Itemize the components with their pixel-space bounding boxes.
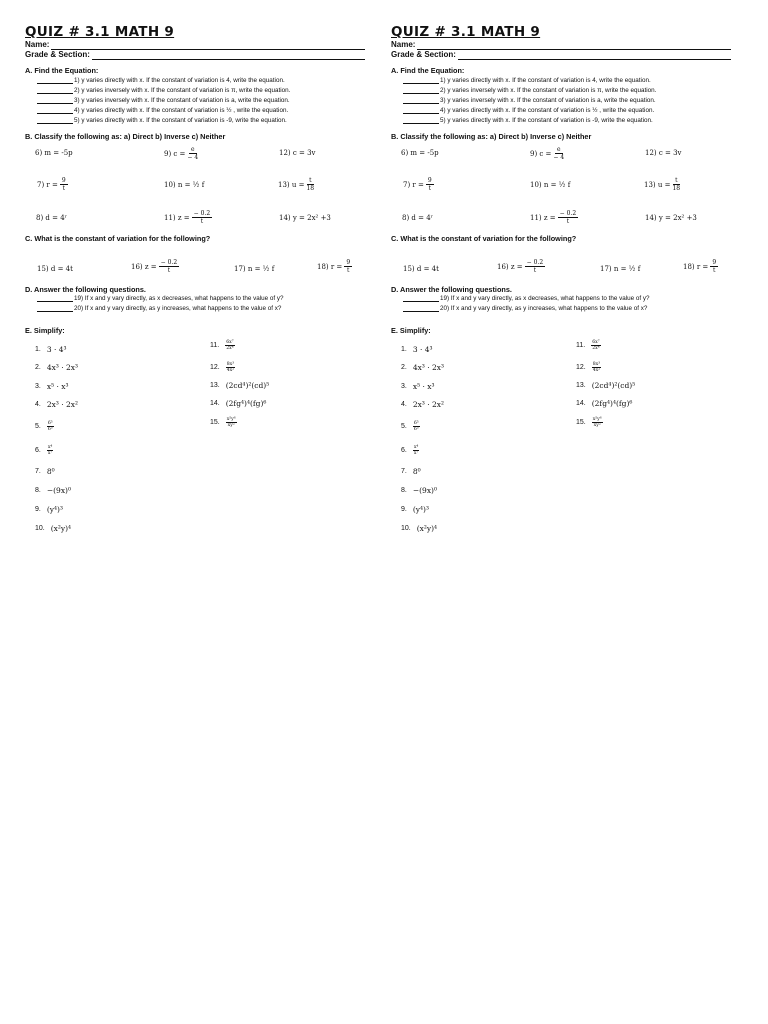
simplify-item-10: 10. (x²y)⁴ (35, 524, 72, 533)
answer-blank[interactable] (403, 77, 439, 84)
section-a-heading: A. Find the Equation: (391, 66, 465, 75)
item-17: 17) n = ½ f (234, 265, 275, 273)
section-a-item: 1) y varies directly with x. If the constant of variation is 4, write the equation. (403, 77, 651, 84)
item-9: 9) c = $\frac{e}{- 4}$ (530, 146, 565, 161)
section-a-item: 3) y varies inversely with x. If the constant of variation is a, write the equation. (403, 97, 656, 104)
simplify-item-9: 9. (y⁴)³ (35, 505, 63, 514)
answer-blank[interactable] (403, 97, 439, 104)
item-10: 10) n = ½ f (164, 181, 205, 189)
item-17: 17) n = ½ f (600, 265, 641, 273)
item-16: 16) z = $\frac{- 0.2}{t}$ (131, 259, 178, 274)
simplify-item-12: 12. 8x³ 4x² (576, 362, 601, 373)
item-10: 10) n = ½ f (530, 181, 571, 189)
section-a-item: 4) y varies directly with x. If the constant of variation is ½ , write the equation. (37, 107, 288, 114)
section-c-heading: C. What is the constant of variation for the following? (25, 234, 211, 243)
section-d-item: 20) If x and y vary directly, as y increases, what happens to the value of x? (403, 305, 647, 312)
simplify-item-3: 3. x⁵ · x³ (401, 382, 435, 391)
answer-blank[interactable] (403, 295, 439, 302)
quiz-left (25, 24, 365, 533)
item-18: 18) r = $\frac{9}{t}$ (683, 259, 717, 274)
item-11: 11) z = $\frac{- 0.2}{t}$ (530, 210, 577, 225)
section-a-item: 5) y varies directly with x. If the constant of variation is -9, write the equation. (37, 117, 287, 124)
section-d-item: 19) If x and y vary directly, as x decreases, what happens to the value of y? (403, 295, 650, 302)
answer-blank[interactable] (37, 117, 73, 124)
item-18: 18) r = $\frac{9}{t}$ (317, 259, 351, 274)
item-14: 14) y = 2x² +3 (645, 214, 697, 222)
answer-blank[interactable] (37, 77, 73, 84)
item-15: 15) d = 4t (403, 265, 439, 273)
item-12: 12) c = 3v (279, 149, 316, 157)
simplify-item-3: 3. x⁵ · x³ (35, 382, 69, 391)
quiz-right (391, 24, 731, 533)
simplify-item-5: 5. 6⁵ 6³ (401, 421, 419, 432)
simplify-item-14: 14. (2fg⁴)⁴(fg)⁶ (210, 399, 267, 408)
simplify-item-8: 8. −(9x)⁰ (35, 486, 71, 495)
simplify-item-4: 4. 2x³ · 2x² (35, 400, 79, 409)
section-a-item: 2) y varies inversely with x. If the constant of variation is π, write the equation. (37, 87, 290, 94)
section-d-item: 19) If x and y vary directly, as x decreases, what happens to the value of y? (37, 295, 284, 302)
item-11: 11) z = $\frac{- 0.2}{t}$ (164, 210, 211, 225)
grade-section-label: Grade & Section: (25, 50, 90, 59)
item-16: 16) z = $\frac{- 0.2}{t}$ (497, 259, 544, 274)
answer-blank[interactable] (403, 107, 439, 114)
item-9: 9) c = $\frac{e}{- 4}$ (164, 146, 199, 161)
section-b-heading: B. Classify the following as: a) Direct b) Inverse c) Neither (25, 132, 226, 141)
simplify-item-6: 6. x⁴ x⁷ (35, 445, 53, 456)
grade-section-field[interactable] (25, 50, 365, 60)
simplify-item-13: 13. (2cd⁴)²(cd)⁵ (210, 381, 270, 390)
simplify-item-5: 5. 6⁵ 6³ (35, 421, 53, 432)
answer-blank[interactable] (37, 87, 73, 94)
simplify-item-7: 7. 8⁰ (401, 467, 421, 476)
answer-blank[interactable] (403, 305, 439, 312)
name-field[interactable] (391, 40, 731, 50)
simplify-item-14: 14. (2fg⁴)⁴(fg)⁶ (576, 399, 633, 408)
answer-blank[interactable] (37, 305, 73, 312)
item-13: 13) u = $\frac{t}{18}$ (278, 177, 315, 192)
item-8: 8) d = 4ʳ (402, 214, 434, 222)
grade-line (458, 52, 731, 60)
name-label: Name: (391, 40, 416, 49)
section-d-item: 20) If x and y vary directly, as y increases, what happens to the value of x? (37, 305, 281, 312)
name-field[interactable] (25, 40, 365, 50)
answer-blank[interactable] (37, 107, 73, 114)
grade-section-label: Grade & Section: (391, 50, 456, 59)
item-14: 14) y = 2x² +3 (279, 214, 331, 222)
simplify-item-15: 15. x⁵y⁶ xy² (576, 417, 602, 428)
simplify-item-6: 6. x⁴ x⁷ (401, 445, 419, 456)
item-15: 15) d = 4t (37, 265, 73, 273)
section-a-item: 1) y varies directly with x. If the constant of variation is 4, write the equation. (37, 77, 285, 84)
simplify-item-4: 4. 2x³ · 2x² (401, 400, 445, 409)
section-d-heading: D. Answer the following questions. (25, 285, 146, 294)
item-7: 7) r = $\frac{9}{t}$ (37, 177, 66, 192)
answer-blank[interactable] (403, 87, 439, 94)
simplify-item-9: 9. (y⁴)³ (401, 505, 429, 514)
section-b-heading: B. Classify the following as: a) Direct b) Inverse c) Neither (391, 132, 592, 141)
section-a-item: 2) y varies inversely with x. If the constant of variation is π, write the equation. (403, 87, 656, 94)
simplify-item-1: 1. 3 · 4³ (35, 345, 67, 354)
quiz-title: QUIZ # 3.1 MATH 9 (391, 24, 541, 40)
simplify-item-11: 11. 6x⁷ 2x⁴ (210, 340, 234, 351)
answer-blank[interactable] (37, 97, 73, 104)
simplify-item-10: 10. (x²y)⁴ (401, 524, 438, 533)
section-a-item: 5) y varies directly with x. If the constant of variation is -9, write the equation. (403, 117, 653, 124)
simplify-item-12: 12. 8x³ 4x² (210, 362, 235, 373)
simplify-item-2: 2. 4x³ · 2x³ (35, 363, 79, 372)
answer-blank[interactable] (403, 117, 439, 124)
simplify-item-11: 11. 6x⁷ 2x⁴ (576, 340, 600, 351)
item-13: 13) u = $\frac{t}{18}$ (644, 177, 681, 192)
simplify-item-15: 15. x⁵y⁶ xy² (210, 417, 236, 428)
section-a-heading: A. Find the Equation: (25, 66, 99, 75)
simplify-item-13: 13. (2cd⁴)²(cd)⁵ (576, 381, 636, 390)
section-a-item: 3) y varies inversely with x. If the constant of variation is a, write the equation. (37, 97, 290, 104)
grade-line (92, 52, 365, 60)
section-a-item: 4) y varies directly with x. If the constant of variation is ½ , write the equation. (403, 107, 654, 114)
simplify-item-8: 8. −(9x)⁰ (401, 486, 437, 495)
item-8: 8) d = 4ʳ (36, 214, 68, 222)
quiz-title: QUIZ # 3.1 MATH 9 (25, 24, 175, 40)
section-c-heading: C. What is the constant of variation for the following? (391, 234, 577, 243)
item-7: 7) r = $\frac{9}{t}$ (403, 177, 432, 192)
simplify-item-7: 7. 8⁰ (35, 467, 55, 476)
section-d-heading: D. Answer the following questions. (391, 285, 512, 294)
section-e-heading: E. Simplify: (391, 326, 431, 335)
item-6: 6) m = -5p (35, 149, 73, 157)
item-12: 12) c = 3v (645, 149, 682, 157)
section-e-heading: E. Simplify: (25, 326, 65, 335)
name-line (51, 42, 365, 50)
name-label: Name: (25, 40, 50, 49)
answer-blank[interactable] (37, 295, 73, 302)
simplify-item-1: 1. 3 · 4³ (401, 345, 433, 354)
grade-section-field[interactable] (391, 50, 731, 60)
simplify-item-2: 2. 4x³ · 2x³ (401, 363, 445, 372)
item-6: 6) m = -5p (401, 149, 439, 157)
name-line (417, 42, 731, 50)
